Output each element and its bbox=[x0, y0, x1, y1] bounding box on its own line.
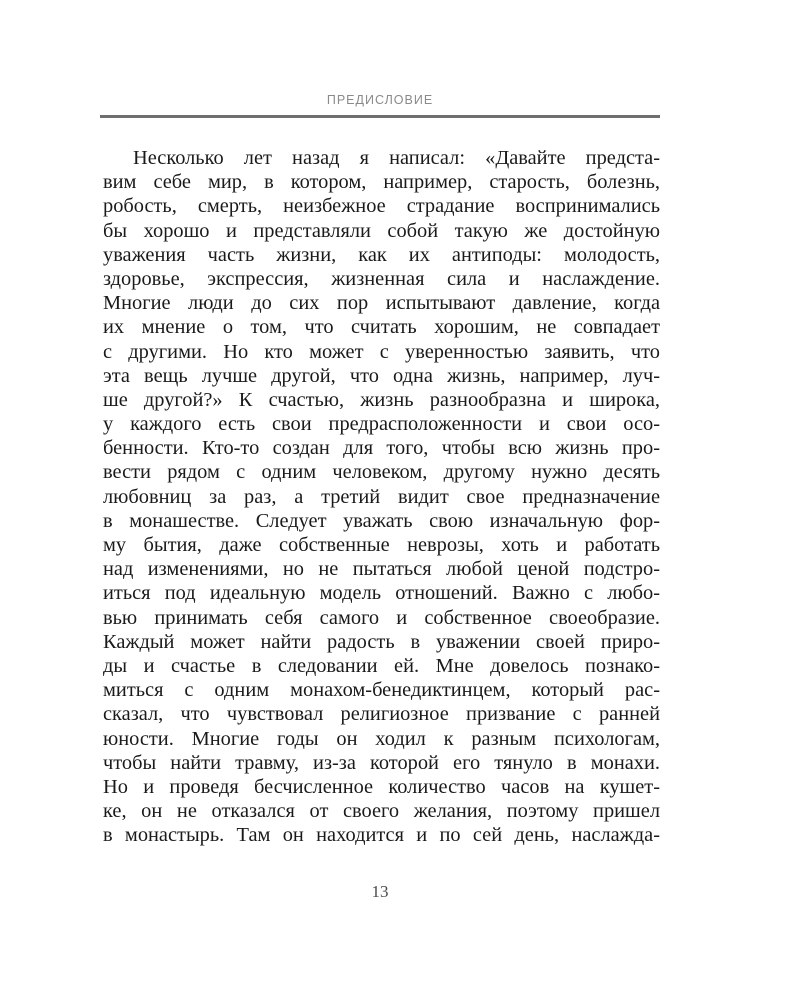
text-line: юности. Многие годы он ходил к разным психологам, bbox=[103, 727, 660, 750]
page-number: 13 bbox=[371, 882, 389, 901]
running-header: ПРЕДИСЛОВИЕ bbox=[326, 93, 434, 107]
text-line: му бытия, даже собственные неврозы, хоть и работать bbox=[103, 534, 660, 556]
text-line: Но и проведя бесчисленное количество часов на кушет- bbox=[103, 775, 660, 798]
text-line: у каждого есть свои предрасположенности и свои осо- bbox=[103, 413, 660, 436]
text-line: в монашестве. Следует уважать свою изначальную фор- bbox=[103, 509, 660, 532]
text-line: вим себе мир, в котором, например, старость, болезнь, bbox=[103, 171, 660, 194]
text-line: Несколько лет назад я написал: «Давайте предста- bbox=[133, 147, 660, 169]
text-line: Каждый может найти радость в уважении своей приро- bbox=[103, 630, 660, 653]
text-line: ке, он не отказался от своего желания, поэтому пришел bbox=[103, 800, 660, 823]
text-line: вести рядом с одним человеком, другому нужно десять bbox=[103, 461, 660, 484]
text-line: ше другой?» К счастью, жизнь разнообразна и широка, bbox=[103, 388, 660, 411]
text-line: сказал, что чувствовал религиозное призвание с ранней bbox=[103, 703, 660, 726]
text-line: бы хорошо и представляли собой такую же достойную bbox=[103, 219, 660, 242]
text-line: над изменениями, но не пытаться любой ценой подстро- bbox=[103, 558, 660, 581]
body-paragraph bbox=[103, 146, 660, 847]
text-line: робость, смерть, неизбежное страдание воспринимались bbox=[103, 195, 660, 218]
text-line: уважения часть жизни, как их антиподы: молодость, bbox=[103, 243, 660, 266]
text-line: их мнение о том, что считать хорошим, не совпадает bbox=[103, 316, 660, 339]
text-line: иться под идеальную модель отношений. Важно с любо- bbox=[103, 582, 660, 605]
text-line: любовниц за раз, а третий видит свое предназначение bbox=[103, 485, 660, 508]
text-line: Многие люди до сих пор испытывают давление, когда bbox=[103, 292, 660, 315]
text-line: миться с одним монахом-бенедиктинцем, который рас- bbox=[103, 679, 660, 702]
text-line: в монастырь. Там он находится и по сей день, наслажда- bbox=[103, 824, 660, 847]
text-line: эта вещь лучше другой, что одна жизнь, например, луч- bbox=[103, 364, 660, 387]
text-line: здоровье, экспрессия, жизненная сила и наслаждение. bbox=[103, 267, 660, 290]
text-line: бенности. Кто-то создан для того, чтобы всю жизнь про- bbox=[103, 437, 660, 460]
text-line: вью принимать себя самого и собственное своеобразие. bbox=[103, 606, 660, 629]
header-rule bbox=[100, 115, 660, 118]
text-line: с другими. Но кто может с уверенностью заявить, что bbox=[103, 340, 660, 363]
text-line: чтобы найти травму, из-за которой его тянуло в монахи. bbox=[103, 751, 660, 774]
text-line: ды и счастье в следовании ей. Мне довелось познако- bbox=[103, 654, 660, 677]
